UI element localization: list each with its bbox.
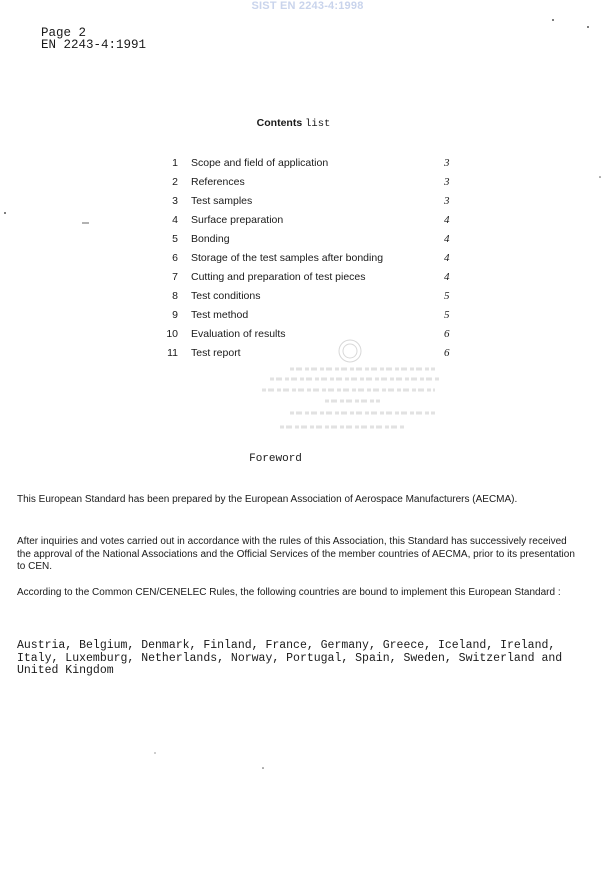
toc-number: 10 — [166, 328, 178, 340]
toc-title: Storage of the test samples after bonding — [191, 252, 384, 264]
foreword-paragraph: According to the Common CEN/CENELEC Rules, the following countries are bound to implement this European Standard : — [17, 587, 561, 598]
toc-page: 3 — [444, 176, 450, 188]
toc-number: 2 — [172, 176, 178, 188]
toc-title: Evaluation of results — [191, 328, 286, 340]
toc-page: 3 — [444, 195, 450, 207]
toc-number: 11 — [167, 347, 178, 359]
toc-page: 6 — [444, 347, 450, 359]
foreword-heading: Foreword — [249, 453, 302, 465]
toc-title: Scope and field of application — [191, 157, 329, 169]
watermark: SIST EN 2243-4:1998 — [251, 0, 364, 12]
page-label: Page 2 — [41, 26, 87, 40]
foreword-paragraph: After inquiries and votes carried out in accordance with the rules of this Association, this Standard has successively received the approval of the National Associations and the Official Services of the member countries of AECMA, prior to its presentation to CEN. — [17, 536, 575, 572]
toc-page: 5 — [444, 309, 450, 321]
toc-page: 4 — [444, 214, 450, 226]
toc-title: Test conditions — [191, 290, 261, 302]
toc-number: 4 — [172, 214, 178, 226]
toc-page: 5 — [444, 290, 450, 302]
foreword-paragraph: This European Standard has been prepared by the European Association of Aerospace Manufacturers (AECMA). — [17, 494, 518, 505]
toc-page: 6 — [444, 328, 450, 340]
toc-number: 9 — [172, 309, 178, 321]
toc-title: Surface preparation — [191, 214, 284, 226]
toc-title: Test report — [191, 347, 241, 359]
toc-page: 4 — [444, 252, 450, 264]
toc-number: 7 — [172, 271, 178, 283]
contents-heading-list: list — [305, 118, 331, 130]
toc-title: References — [191, 176, 245, 188]
toc-number: 5 — [172, 233, 178, 245]
toc-title: Bonding — [191, 233, 230, 245]
toc-number: 3 — [172, 195, 178, 207]
toc-title: Test method — [191, 309, 249, 321]
contents-heading-main: Contents — [256, 117, 303, 129]
standard-reference: EN 2243-4:1991 — [41, 38, 147, 52]
toc-page: 4 — [444, 233, 450, 245]
member-countries-list: Austria, Belgium, Denmark, Finland, France, Germany, Greece, Iceland, Ireland, Italy, Luxemburg, Netherlands, Norway, Portugal, Spain, Sweden, Switzerland and United Kingdom — [17, 639, 563, 677]
toc-number: 1 — [172, 157, 178, 169]
toc-page: 4 — [444, 271, 450, 283]
toc-number: 6 — [172, 252, 178, 264]
toc-number: 8 — [172, 290, 178, 302]
toc-title: Cutting and preparation of test pieces — [191, 271, 366, 283]
toc-page: 3 — [444, 157, 450, 169]
toc-title: Test samples — [191, 195, 253, 207]
